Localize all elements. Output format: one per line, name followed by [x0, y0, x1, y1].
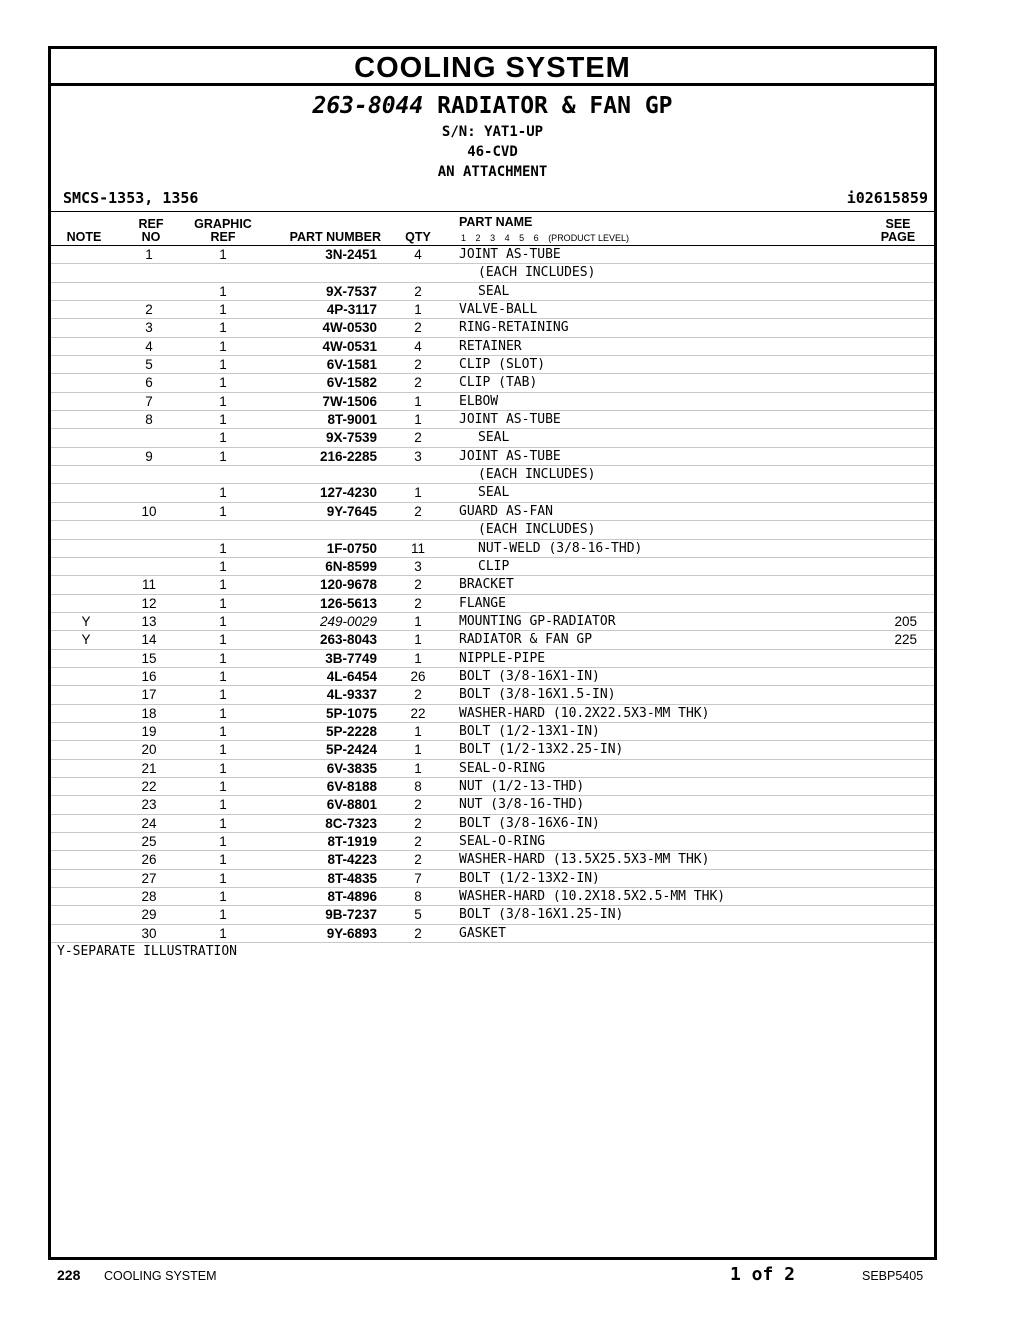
- graphic-ref-cell: 1: [219, 797, 227, 813]
- qty-cell: 2: [414, 320, 422, 336]
- part-number-cell: 6N-8599: [325, 558, 377, 574]
- qty-cell: 5: [414, 907, 422, 923]
- qty-cell: 4: [414, 338, 422, 354]
- ref-no-cell: 30: [141, 925, 157, 941]
- qty-cell: 1: [414, 393, 422, 409]
- part-name-cell: GASKET: [459, 925, 506, 941]
- qty-cell: 2: [414, 797, 422, 813]
- footer-section: COOLING SYSTEM: [104, 1269, 217, 1283]
- graphic-ref-cell: 1: [219, 723, 227, 739]
- part-number-cell: 4L-6454: [326, 668, 377, 684]
- graphic-ref-cell: 1: [219, 247, 227, 262]
- part-name-cell: SEAL-O-RING: [459, 834, 546, 849]
- part-name-cell: BOLT (1/2-13X2.25-IN): [459, 742, 624, 758]
- note-cell: Y: [81, 632, 91, 648]
- footnote: Y-SEPARATE ILLUSTRATION: [57, 944, 238, 960]
- part-number-cell: 5P-2228: [325, 723, 377, 739]
- qty-cell: 8: [414, 778, 422, 794]
- col-qty: QTY: [405, 230, 431, 244]
- qty-cell: 8: [414, 889, 422, 905]
- ref-no-cell: 4: [145, 338, 153, 354]
- table-row: [51, 429, 934, 447]
- ref-no-cell: 6: [145, 375, 153, 391]
- ref-no-cell: 1: [145, 247, 153, 262]
- table-row: [51, 264, 934, 282]
- part-number-cell: 3B-7749: [325, 650, 377, 666]
- part-number-cell: 120-9678: [319, 577, 377, 593]
- part-number-cell: 5P-1075: [325, 705, 377, 721]
- col-ref-no-line2: NO: [141, 230, 161, 244]
- col-ref-no: [131, 218, 171, 244]
- ref-no-cell: 26: [141, 852, 157, 868]
- serial-range: S/N: YAT1-UP: [441, 124, 544, 140]
- qty-cell: 1: [414, 485, 422, 501]
- graphic-ref-cell: 1: [219, 485, 227, 501]
- part-number-cell: 6V-8801: [326, 797, 377, 813]
- part-name-cell: BOLT (1/2-13X2-IN): [459, 870, 600, 886]
- part-name-cell: BOLT (3/8-16X1.5-IN): [459, 687, 616, 703]
- arrangement-code: 46-CVD: [467, 144, 518, 160]
- part-number-cell: 1F-0750: [326, 540, 377, 556]
- part-name-cell: CLIP (TAB): [459, 375, 538, 391]
- illustration-id: i02615859: [846, 189, 928, 207]
- graphic-ref-cell: 1: [219, 632, 227, 648]
- graphic-ref-cell: 1: [219, 302, 227, 318]
- qty-cell: 3: [414, 448, 422, 464]
- part-number-cell: 6V-8188: [326, 778, 377, 794]
- graphic-ref-cell: 1: [219, 283, 227, 299]
- footer-page-number: 228: [57, 1267, 81, 1283]
- qty-cell: 1: [414, 723, 422, 739]
- graphic-ref-cell: 1: [219, 577, 227, 593]
- part-number-cell: 9B-7237: [325, 907, 377, 923]
- see-page-cell: 225: [894, 632, 917, 648]
- part-name-cell: RETAINER: [459, 338, 522, 354]
- qty-cell: 2: [414, 375, 422, 391]
- ref-no-cell: 18: [141, 705, 157, 721]
- ref-no-cell: 21: [141, 760, 157, 776]
- ref-no-cell: 19: [141, 723, 157, 739]
- table-row: [51, 723, 934, 741]
- part-name-cell: VALVE-BALL: [459, 302, 538, 318]
- ref-no-cell: 9: [145, 448, 153, 464]
- qty-cell: 1: [414, 742, 422, 758]
- part-number-cell: 6V-1582: [326, 375, 377, 391]
- part-name-cell: NIPPLE-PIPE: [459, 650, 546, 666]
- qty-cell: 1: [414, 613, 422, 629]
- col-see-page-line1: SEE: [885, 217, 911, 231]
- product-levels: [461, 233, 636, 243]
- table-row: [51, 484, 934, 502]
- table-row: [51, 283, 934, 301]
- part-number-cell: 8T-4896: [327, 889, 377, 905]
- ref-no-cell: 24: [141, 815, 157, 831]
- level-4: 4: [504, 233, 510, 243]
- graphic-ref-cell: 1: [219, 320, 227, 336]
- qty-cell: 2: [414, 852, 422, 868]
- part-number-cell: 6V-1581: [326, 357, 377, 373]
- part-name-cell: (EACH INCLUDES): [478, 265, 596, 281]
- part-name-cell: JOINT AS-TUBE: [459, 448, 561, 464]
- part-number-cell: 7W-1506: [322, 393, 377, 409]
- level-6: 6: [533, 233, 539, 243]
- qty-cell: 2: [414, 283, 422, 299]
- col-see-page: [873, 218, 923, 244]
- part-name-cell: BOLT (3/8-16X1.25-IN): [459, 907, 624, 923]
- page-frame: [48, 46, 937, 1260]
- part-number-cell: 127-4230: [319, 485, 377, 501]
- table-row: [51, 631, 934, 649]
- graphic-ref-cell: 1: [219, 650, 227, 666]
- graphic-ref-cell: 1: [219, 925, 227, 941]
- part-number-cell: 4P-3117: [326, 302, 377, 318]
- part-name-cell: SEAL-O-RING: [459, 760, 546, 776]
- col-graphic-ref-line1: GRAPHIC: [194, 217, 252, 231]
- qty-cell: 26: [410, 668, 426, 684]
- ref-no-cell: 28: [141, 889, 157, 905]
- table-row: [51, 319, 934, 337]
- ref-no-cell: 20: [141, 742, 157, 758]
- ref-no-cell: 27: [141, 870, 157, 886]
- level-5: 5: [519, 233, 525, 243]
- graphic-ref-cell: 1: [219, 595, 227, 611]
- part-number-cell: 4W-0531: [322, 338, 377, 354]
- qty-cell: 2: [414, 357, 422, 373]
- table-row: [51, 668, 934, 686]
- qty-cell: 1: [414, 650, 422, 666]
- part-number-cell: 9Y-6893: [326, 925, 377, 941]
- parts-table: [51, 246, 934, 943]
- footer-doc-id: SEBP5405: [862, 1269, 924, 1283]
- ref-no-cell: 17: [141, 687, 157, 703]
- table-row: [51, 888, 934, 906]
- part-name-cell: SEAL: [478, 485, 510, 501]
- graphic-ref-cell: 1: [219, 778, 227, 794]
- table-row: [51, 595, 934, 613]
- col-graphic-ref: [188, 218, 258, 244]
- part-number-cell: 263-8043: [319, 632, 377, 648]
- table-row: [51, 925, 934, 943]
- part-name-cell: BOLT (1/2-13X1-IN): [459, 723, 600, 739]
- graphic-ref-cell: 1: [219, 412, 227, 428]
- col-part-name: PART NAME: [459, 215, 533, 229]
- section-title: COOLING SYSTEM: [354, 52, 631, 84]
- graphic-ref-cell: 1: [219, 742, 227, 758]
- part-name-cell: JOINT AS-TUBE: [459, 247, 561, 262]
- part-name-cell: NUT (1/2-13-THD): [459, 778, 585, 794]
- section-title-band: [51, 49, 934, 86]
- note-cell: Y: [81, 613, 91, 629]
- part-number-cell: 4W-0530: [322, 320, 377, 336]
- attachment-label: AN ATTACHMENT: [437, 164, 548, 180]
- table-row: [51, 356, 934, 374]
- ref-no-cell: 7: [145, 393, 153, 409]
- part-name-cell: ELBOW: [459, 393, 499, 409]
- qty-cell: 11: [410, 540, 425, 556]
- level-2: 2: [475, 233, 481, 243]
- part-number-cell: 8T-4223: [327, 852, 377, 868]
- graphic-ref-cell: 1: [219, 613, 227, 629]
- graphic-ref-cell: 1: [219, 834, 227, 849]
- qty-cell: 2: [414, 503, 422, 519]
- ref-no-cell: 14: [141, 632, 157, 648]
- part-name-cell: RING-RETAINING: [459, 320, 569, 336]
- qty-cell: 1: [414, 632, 422, 648]
- table-row: [51, 796, 934, 814]
- part-number-cell: 126-5613: [319, 595, 377, 611]
- graphic-ref-cell: 1: [219, 448, 227, 464]
- ref-no-cell: 2: [145, 302, 153, 318]
- ref-no-cell: 3: [145, 320, 153, 336]
- graphic-ref-cell: 1: [219, 540, 227, 556]
- part-name-cell: SEAL: [478, 430, 510, 446]
- graphic-ref-cell: 1: [219, 503, 227, 519]
- table-row: [51, 246, 934, 264]
- col-ref-no-line1: REF: [138, 217, 164, 231]
- part-name-cell: BOLT (3/8-16X1-IN): [459, 668, 600, 684]
- col-part-number: PART NUMBER: [289, 230, 381, 244]
- graphic-ref-cell: 1: [219, 907, 227, 923]
- group-name: RADIATOR & FAN GP: [437, 93, 673, 119]
- part-number-cell: 9X-7539: [325, 430, 377, 446]
- ref-no-cell: 22: [141, 778, 157, 794]
- see-page-cell: 205: [894, 613, 917, 629]
- table-row: [51, 448, 934, 466]
- graphic-ref-cell: 1: [219, 393, 227, 409]
- part-name-cell: WASHER-HARD (10.2X22.5X3-MM THK): [459, 705, 710, 721]
- table-row: [51, 815, 934, 833]
- part-name-cell: CLIP: [478, 558, 510, 574]
- table-row: [51, 301, 934, 319]
- qty-cell: 2: [414, 834, 422, 849]
- graphic-ref-cell: 1: [219, 687, 227, 703]
- table-row: [51, 851, 934, 869]
- part-number-cell: 4L-9337: [326, 687, 377, 703]
- ref-no-cell: 16: [141, 668, 157, 684]
- ref-no-cell: 15: [141, 650, 157, 666]
- qty-cell: 2: [414, 925, 422, 941]
- graphic-ref-cell: 1: [219, 668, 227, 684]
- part-name-cell: RADIATOR & FAN GP: [459, 632, 593, 648]
- table-row: [51, 338, 934, 356]
- part-name-cell: SEAL: [478, 283, 510, 299]
- group-title: [51, 93, 934, 119]
- table-row: [51, 833, 934, 851]
- part-name-cell: GUARD AS-FAN: [459, 503, 553, 519]
- table-row: [51, 870, 934, 888]
- graphic-ref-cell: 1: [219, 852, 227, 868]
- graphic-ref-cell: 1: [219, 357, 227, 373]
- table-row: [51, 558, 934, 576]
- col-graphic-ref-line2: REF: [210, 230, 236, 244]
- part-name-cell: WASHER-HARD (13.5X25.5X3-MM THK): [459, 852, 710, 868]
- qty-cell: 2: [414, 595, 422, 611]
- ref-no-cell: 13: [141, 613, 157, 629]
- part-number-cell: 249-0029: [319, 613, 377, 629]
- smcs-codes: SMCS-1353, 1356: [63, 189, 199, 207]
- part-name-cell: NUT-WELD (3/8-16-THD): [478, 540, 643, 556]
- part-name-cell: FLANGE: [459, 595, 506, 611]
- part-number-cell: 8T-4835: [327, 870, 377, 886]
- part-number-cell: 8T-9001: [327, 412, 377, 428]
- qty-cell: 3: [414, 558, 422, 574]
- table-row: [51, 778, 934, 796]
- graphic-ref-cell: 1: [219, 375, 227, 391]
- qty-cell: 1: [414, 760, 422, 776]
- group-number: 263-8044: [312, 93, 424, 119]
- graphic-ref-cell: 1: [219, 705, 227, 721]
- col-see-page-line2: PAGE: [880, 230, 916, 244]
- part-number-cell: 3N-2451: [325, 247, 377, 262]
- footer-sheet-count: 1 of 2: [730, 1264, 796, 1285]
- product-level-note: (PRODUCT LEVEL): [548, 233, 630, 243]
- graphic-ref-cell: 1: [219, 558, 227, 574]
- part-name-cell: BRACKET: [459, 577, 514, 593]
- qty-cell: 7: [414, 870, 422, 886]
- ref-no-cell: 8: [145, 412, 153, 428]
- qty-cell: 2: [414, 687, 422, 703]
- table-row: [51, 906, 934, 924]
- part-name-cell: BOLT (3/8-16X6-IN): [459, 815, 600, 831]
- qty-cell: 22: [410, 705, 426, 721]
- table-row: [51, 503, 934, 521]
- part-number-cell: 9X-7537: [325, 283, 377, 299]
- part-name-cell: JOINT AS-TUBE: [459, 412, 561, 428]
- part-name-cell: NUT (3/8-16-THD): [459, 797, 585, 813]
- qty-cell: 1: [414, 412, 422, 428]
- part-number-cell: 6V-3835: [326, 760, 377, 776]
- ref-no-cell: 29: [141, 907, 157, 923]
- table-row: [51, 760, 934, 778]
- qty-cell: 4: [414, 247, 422, 262]
- part-number-cell: 216-2285: [319, 448, 377, 464]
- table-row: [51, 393, 934, 411]
- graphic-ref-cell: 1: [219, 430, 227, 446]
- ref-no-cell: 5: [145, 357, 153, 373]
- table-row: [51, 576, 934, 594]
- graphic-ref-cell: 1: [219, 338, 227, 354]
- table-row: [51, 705, 934, 723]
- table-row: [51, 540, 934, 558]
- part-number-cell: 9Y-7645: [326, 503, 377, 519]
- table-row: [51, 686, 934, 704]
- qty-cell: 1: [414, 302, 422, 318]
- header-divider-top: [51, 211, 934, 212]
- graphic-ref-cell: 1: [219, 889, 227, 905]
- graphic-ref-cell: 1: [219, 815, 227, 831]
- part-name-cell: (EACH INCLUDES): [478, 522, 596, 538]
- qty-cell: 2: [414, 815, 422, 831]
- part-name-cell: WASHER-HARD (10.2X18.5X2.5-MM THK): [459, 889, 726, 905]
- graphic-ref-cell: 1: [219, 870, 227, 886]
- part-number-cell: 8C-7323: [325, 815, 377, 831]
- ref-no-cell: 11: [141, 577, 156, 593]
- level-3: 3: [490, 233, 496, 243]
- table-row: [51, 650, 934, 668]
- ref-no-cell: 10: [141, 503, 157, 519]
- ref-no-cell: 23: [141, 797, 157, 813]
- table-row: [51, 521, 934, 539]
- ref-no-cell: 12: [141, 595, 157, 611]
- table-row: [51, 613, 934, 631]
- part-number-cell: 5P-2424: [325, 742, 377, 758]
- table-row: [51, 374, 934, 392]
- qty-cell: 2: [414, 430, 422, 446]
- part-name-cell: MOUNTING GP-RADIATOR: [459, 613, 616, 629]
- col-note: NOTE: [66, 230, 102, 244]
- part-name-cell: CLIP (SLOT): [459, 357, 546, 373]
- qty-cell: 2: [414, 577, 422, 593]
- table-row: [51, 466, 934, 484]
- part-name-cell: (EACH INCLUDES): [478, 467, 596, 483]
- graphic-ref-cell: 1: [219, 760, 227, 776]
- ref-no-cell: 25: [141, 834, 157, 849]
- level-1: 1: [461, 233, 467, 243]
- table-row: [51, 741, 934, 759]
- table-row: [51, 411, 934, 429]
- part-number-cell: 8T-1919: [327, 834, 377, 849]
